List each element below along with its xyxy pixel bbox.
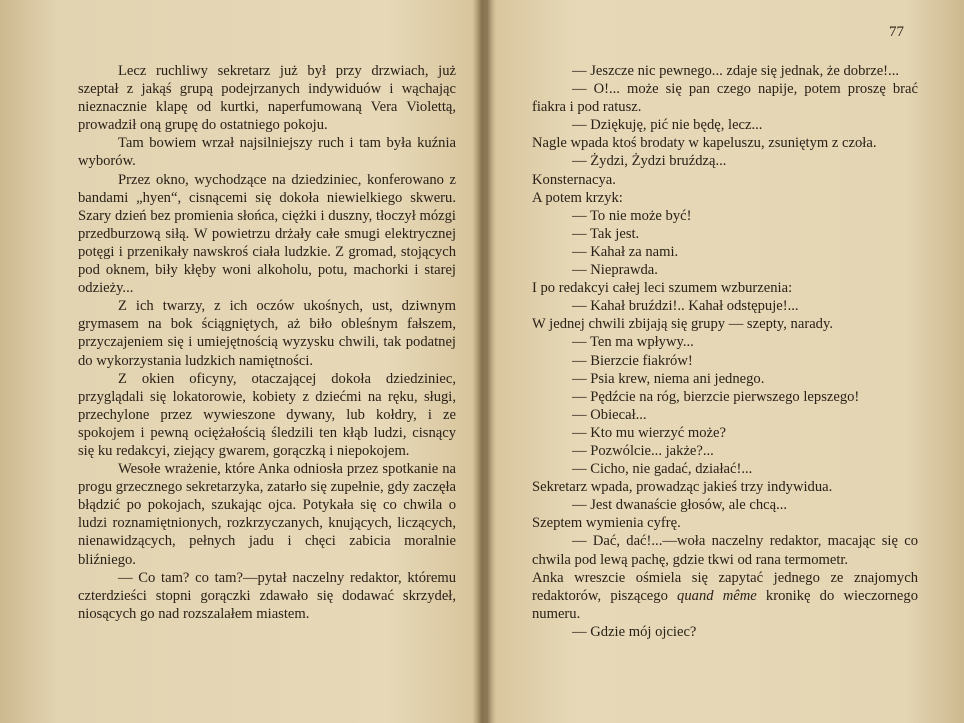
paragraph: — Cicho, nie gadać, działać!... [572,461,753,478]
paragraph: Wesołe wrażenie, które Anka odniosła przez spotkanie na progu grzecznego sekretarzyka, zatarło się zupełnie, gdy zaczęła błądzić po pokojach, szukając ojca. Potykała się co chwila o ludzi roznamiętnionych, rozkrzyczanych, knujących, liczących, nienawidzących, pełnych jadu i chęci zabicia moralnie bliźniego. [78,461,456,568]
paragraph: — Żydzi, Żydzi bruźdzą... [572,153,727,170]
paragraph: — Psia krew, niema ani jednego. [572,370,765,387]
paragraph: — Nieprawda. [572,262,658,279]
paragraph: — O!... może się pan czego napije, potem proszę brać fiakra i pod ratusz. [532,81,918,116]
paragraph: — Co tam? co tam?—pytał naczelny redaktor, któremu czterdzieści stopni gorączki zdawało się dodawać skrzydeł, niosących go nad rozszalałem miastem. [78,569,456,622]
paragraph: — Kto mu wierzyć może? [572,424,726,441]
text-segment: kronikę do wieczornego numeru. [532,587,918,622]
paragraph: Lecz ruchliwy sekretarz już był przy drzwiach, już szeptał z jakąś grupą podejrzanych indywiduów i wąchając nieznacznie klapę od kurtki, naperfumowaną Vera Violettą, prowadził oną grupę do ostatniego pokoju. [78,63,456,134]
paragraph: Szeptem wymienia cyfrę. [532,515,681,532]
paragraph: — Pozwólcie... jakże?... [572,442,714,459]
paragraph: Przez okno, wychodzące na dziedziniec, konferowano z bandami „hyen“, cisnącemi się dokoła niewielkiego skweru. Szary dzień bez promienia słońca, ciężki i duszny, tłoczył mózgi przedburzową siłą. W powietrzu drżały całe smugi elektrycznej potęgi i przenikały nawskroś ciała ludzkie. Z gromad, stojących pod oknem, biły kłęby woni alkoholu, potu, machorki i starej odzieży... [78,171,456,297]
paragraph: Konsternacya. [532,171,616,188]
paragraph: — Pędźcie na róg, bierzcie pierwszego lepszego! [572,388,860,405]
paragraph: — To nie może być! [572,207,692,224]
paragraph: — Bierzcie fiakrów! [572,352,693,369]
paragraph: — Jeszcze nic pewnego... zdaje się jednak, że dobrze!... [572,63,899,79]
paragraph: Z okien oficyny, otaczającej dokoła dziedziniec, przyglądali się lokatorowie, kobiety z dziećmi na ręku, sługi, przechylone przez wywieszone dywany, lub kołdry, i ze spokojem i pewną ociężałością śledzili ten kłąb ludzi, cisnący się ku redakcyi, ziejący gwarem, gorączką i niepokojem. [78,370,456,459]
right-page [482,0,964,723]
paragraph: Z ich twarzy, z ich oczów ukośnych, ust, dziwnym grymasem na bok ściągniętych, aż biło obleśnym fałszem, przyczajeniem się i umiejętnością wyzysku chwili, tak podatnej do wykorzystania ludzkich namiętności. [78,298,456,369]
text-segment: Anka wreszcie ośmiela się zapytać jednego ze znajomych redaktorów, piszącego [532,569,918,604]
paragraph-with-italic [532,569,918,623]
paragraph: — Kahał za nami. [572,243,679,260]
paragraph: Tam bowiem wrzał najsilniejszy ruch i tam była kuźnia wyborów. [78,135,456,170]
paragraph: — Tak jest. [572,225,640,242]
paragraph: — Dziękuję, pić nie będę, lecz... [572,117,763,134]
paragraph: — Dać, dać!...—woła naczelny redaktor, macając się co chwila pod lewą pachę, gdzie tkwi od rana termometr. [532,533,918,568]
paragraph: A potem krzyk: [532,189,623,206]
paragraph: — Obiecał... [572,406,647,423]
right-text-column [532,62,918,641]
italic-phrase: quand même [677,587,757,604]
paragraph: Nagle wpada ktoś brodaty w kapeluszu, zsuniętym z czoła. [532,135,877,152]
page-number: 77 [889,24,904,40]
paragraph: — Ten ma wpływy... [572,334,694,351]
paragraph: W jednej chwili zbijają się grupy — szepty, narady. [532,316,833,333]
paragraph: I po redakcyi całej leci szumem wzburzenia: [532,280,793,297]
paragraph: — Kahał bruździ!.. Kahał odstępuje!... [572,298,799,315]
paragraph: Sekretarz wpada, prowadząc jakieś trzy indywidua. [532,479,833,496]
paragraph: — Gdzie mój ojciec? [572,623,697,640]
left-text-column [78,62,456,623]
paragraph: — Jest dwanaście głosów, ale chcą... [572,497,788,514]
